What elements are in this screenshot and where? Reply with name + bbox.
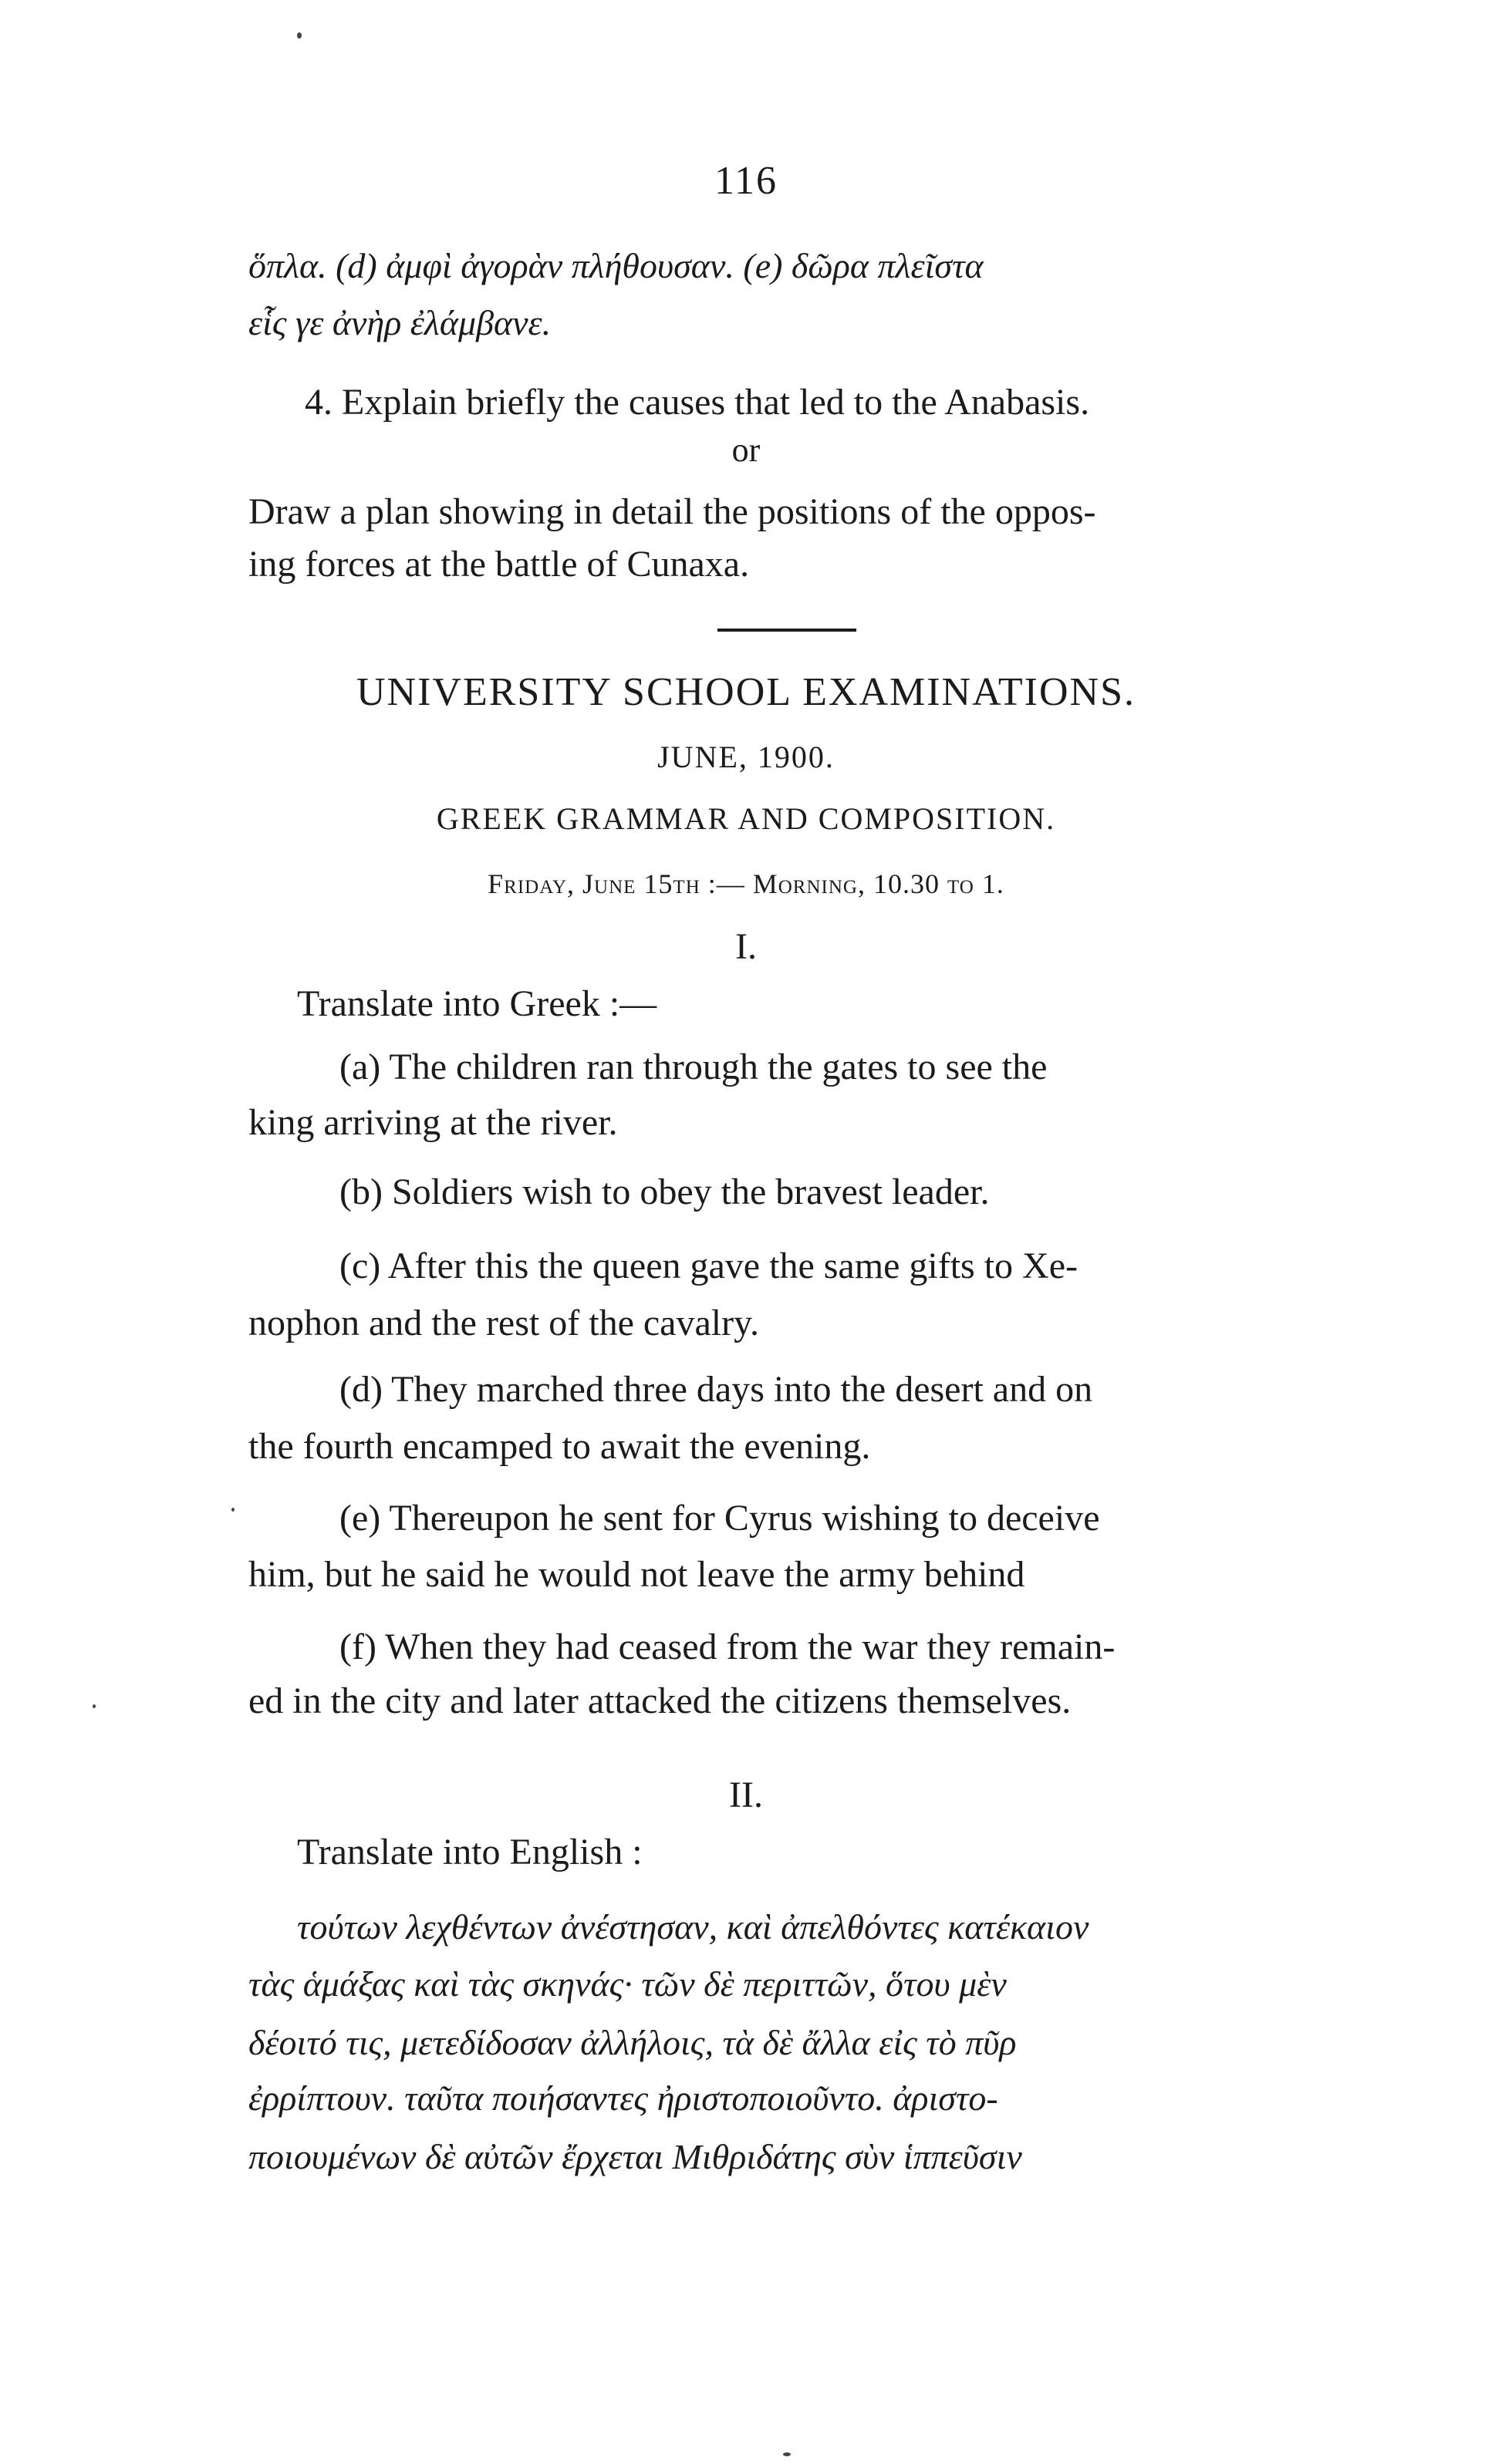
greek-line: ὅπλα. (d) ἀμφὶ ἀγορὰν πλήθουσαν. (e) δῶρα πλεῖστα bbox=[248, 246, 984, 285]
section-numeral: II. bbox=[729, 1775, 763, 1815]
greek-passage-line: ἐρρίπτουν. ταῦτα ποιήσαντες ἠριστοποιοῦντο. ἀριστο- bbox=[248, 2078, 998, 2118]
question-4-line: Draw a plan showing in detail the positions of the oppos- bbox=[248, 491, 1096, 532]
sentence-line: (f) When they had ceased from the war they remain- bbox=[339, 1626, 1116, 1667]
sentence-line: (c) After this the queen gave the same gifts to Xe- bbox=[339, 1245, 1078, 1286]
exam-time: Friday, June 15th :— Morning, 10.30 to 1. bbox=[488, 868, 1004, 899]
sentence-line: ed in the city and later attacked the citizens themselves. bbox=[248, 1680, 1072, 1721]
sentence-line: (e) Thereupon he sent for Cyrus wishing to deceive bbox=[339, 1498, 1100, 1539]
scan-speck bbox=[231, 1508, 235, 1512]
section-numeral: I. bbox=[735, 926, 757, 967]
sentence-line: (a) The children ran through the gates to see the bbox=[339, 1047, 1048, 1087]
section-divider bbox=[717, 629, 856, 632]
question-4-line: ing forces at the battle of Cunaxa. bbox=[248, 544, 750, 585]
exam-subject: GREEK GRAMMAR AND COMPOSITION. bbox=[436, 801, 1056, 836]
exam-title: UNIVERSITY SCHOOL EXAMINATIONS. bbox=[356, 670, 1136, 714]
greek-passage-line: δέοιτό τις, μετεδίδοσαν ἀλλήλοις, τὰ δὲ ἄλλα εἰς τὸ πῦρ bbox=[248, 2023, 1017, 2062]
scan-speck bbox=[783, 2452, 791, 2456]
sentence-line: the fourth encamped to await the evening. bbox=[248, 1426, 871, 1467]
greek-line: εἷς γε ἀνὴρ ἐλάμβανε. bbox=[248, 303, 552, 342]
or-label: or bbox=[731, 431, 761, 469]
greek-passage-line: ποιουμένων δὲ αὐτῶν ἔρχεται Μιθριδάτης σὺν ἱππεῦσιν bbox=[248, 2137, 1022, 2176]
sentence-line: (b) Soldiers wish to obey the bravest leader. bbox=[339, 1171, 990, 1212]
page-number: 116 bbox=[714, 159, 778, 203]
exam-date: JUNE, 1900. bbox=[657, 740, 835, 774]
scan-speck bbox=[93, 1704, 96, 1708]
sentence-line: him, but he said he would not leave the army behind bbox=[248, 1554, 1025, 1595]
sentence-line: (d) They marched three days into the desert and on bbox=[339, 1369, 1093, 1410]
section-instruction: Translate into Greek :— bbox=[297, 983, 657, 1024]
question-4-line: 4. Explain briefly the causes that led to the Anabasis. bbox=[305, 382, 1090, 423]
scan-speck bbox=[297, 32, 302, 39]
sentence-line: nophon and the rest of the cavalry. bbox=[248, 1303, 759, 1343]
greek-passage-line: τὰς ἁμάξας καὶ τὰς σκηνάς· τῶν δὲ περιττῶν, ὅτου μὲν bbox=[248, 1964, 1007, 2004]
section-instruction: Translate into English : bbox=[297, 1832, 643, 1872]
greek-passage-line: τούτων λεχθέντων ἀνέστησαν, καὶ ἀπελθόντες κατέκαιον bbox=[297, 1907, 1089, 1947]
sentence-line: king arriving at the river. bbox=[248, 1102, 618, 1143]
